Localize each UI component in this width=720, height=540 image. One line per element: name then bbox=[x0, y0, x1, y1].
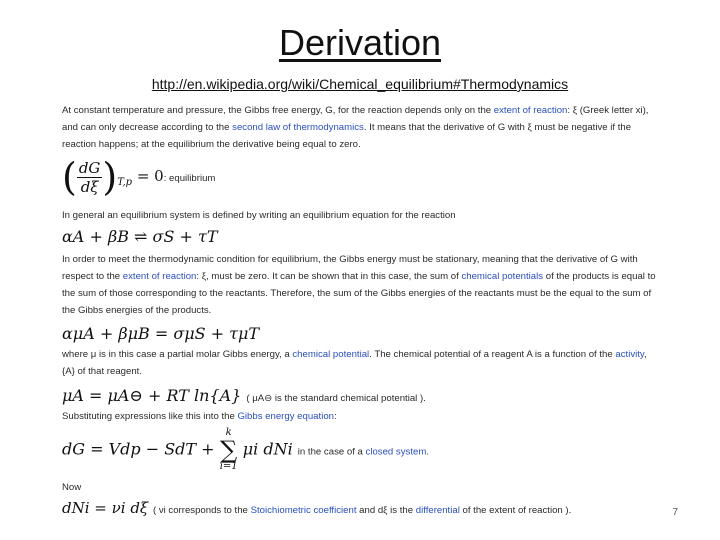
link-differential[interactable]: differential bbox=[415, 505, 460, 516]
paragraph-thermodynamic-condition: In order to meet the thermodynamic condition for equilibrium, the Gibbs energy must be stationary, meaning that the derivative of G with respect to the extent of reaction: ξ, must be zero. It can be shown that in this case, the sum of chemical potentials of the products is equal to the sum of those corresponding to the reactants. Therefore, the sum of the Gibbs energies of the reactants must be the equal to the sum of the Gibbs energies of the products. bbox=[62, 254, 656, 316]
equation-reaction: αA + βB ⇌ σS + τT bbox=[62, 227, 218, 246]
page-number: 7 bbox=[672, 507, 678, 518]
equation-equilibrium-condition: ( $\frac{dG}{d\xi}$ )$_{T,p} = 0$: equilibrium bbox=[62, 155, 216, 199]
summation-symbol: k ∑ i=1 bbox=[219, 427, 238, 472]
paragraph-substituting: Substituting expressions like this into the Gibbs energy equation: bbox=[62, 411, 337, 422]
link-gibbs-energy-equation[interactable]: Gibbs energy equation bbox=[237, 411, 334, 422]
paragraph-now: Now bbox=[62, 482, 82, 493]
equilibrium-note: : equilibrium bbox=[163, 173, 216, 184]
paragraph-general-equilibrium: In general an equilibrium system is defined by writing an equilibrium equation for the reaction bbox=[62, 210, 456, 221]
paragraph-gibbs-intro: At constant temperature and pressure, the Gibbs free energy, G, for the reaction depends only on the extent of reaction: ξ (Greek letter xi), and can only decrease according to the second law of thermodynamics. It means that the derivative of G with ξ must be negative if the reaction happens; at the equilibrium the derivative being equal to zero. bbox=[62, 105, 649, 150]
link-activity[interactable]: activity bbox=[615, 349, 644, 360]
source-url-link[interactable]: http://en.wikipedia.org/wiki/Chemical_equilibrium#Thermodynamics bbox=[151, 76, 569, 92]
equation-activity: μA = μA⊖ + RT ln{A} ( μA⊖ is the standard chemical potential ). bbox=[62, 386, 426, 405]
link-extent-of-reaction-2[interactable]: extent of reaction bbox=[122, 271, 197, 282]
paragraph-partial-molar: where μ is in this case a partial molar Gibbs energy, a chemical potential. The chemical potential of a reagent A is a function of the activity, {A} of that reagent. bbox=[62, 349, 647, 377]
link-stoichiometric-coefficient[interactable]: Stoichiometric coefficient bbox=[250, 505, 357, 516]
link-chemical-potentials[interactable]: chemical potentials bbox=[461, 271, 544, 282]
link-second-law[interactable]: second law of thermodynamics bbox=[232, 122, 364, 133]
slide-title: Derivation bbox=[278, 22, 442, 63]
link-chemical-potential[interactable]: chemical potential bbox=[292, 349, 370, 360]
equation-dN: dNi = νi dξ ( νi corresponds to the Stoichiometric coefficient and dξ is the differential of the extent of reaction ). bbox=[62, 499, 572, 517]
link-closed-system[interactable]: closed system bbox=[365, 446, 427, 458]
equation-gibbs-differential: dG = Vdp − SdT + k ∑ i=1 μi dNi in the case of a closed system. bbox=[62, 427, 429, 472]
equation-chemical-potentials: αμA + βμB = σμS + τμT bbox=[62, 324, 260, 343]
standard-potential-note: ( μA⊖ is the standard chemical potential ). bbox=[246, 393, 426, 404]
link-extent-of-reaction[interactable]: extent of reaction bbox=[493, 105, 568, 116]
